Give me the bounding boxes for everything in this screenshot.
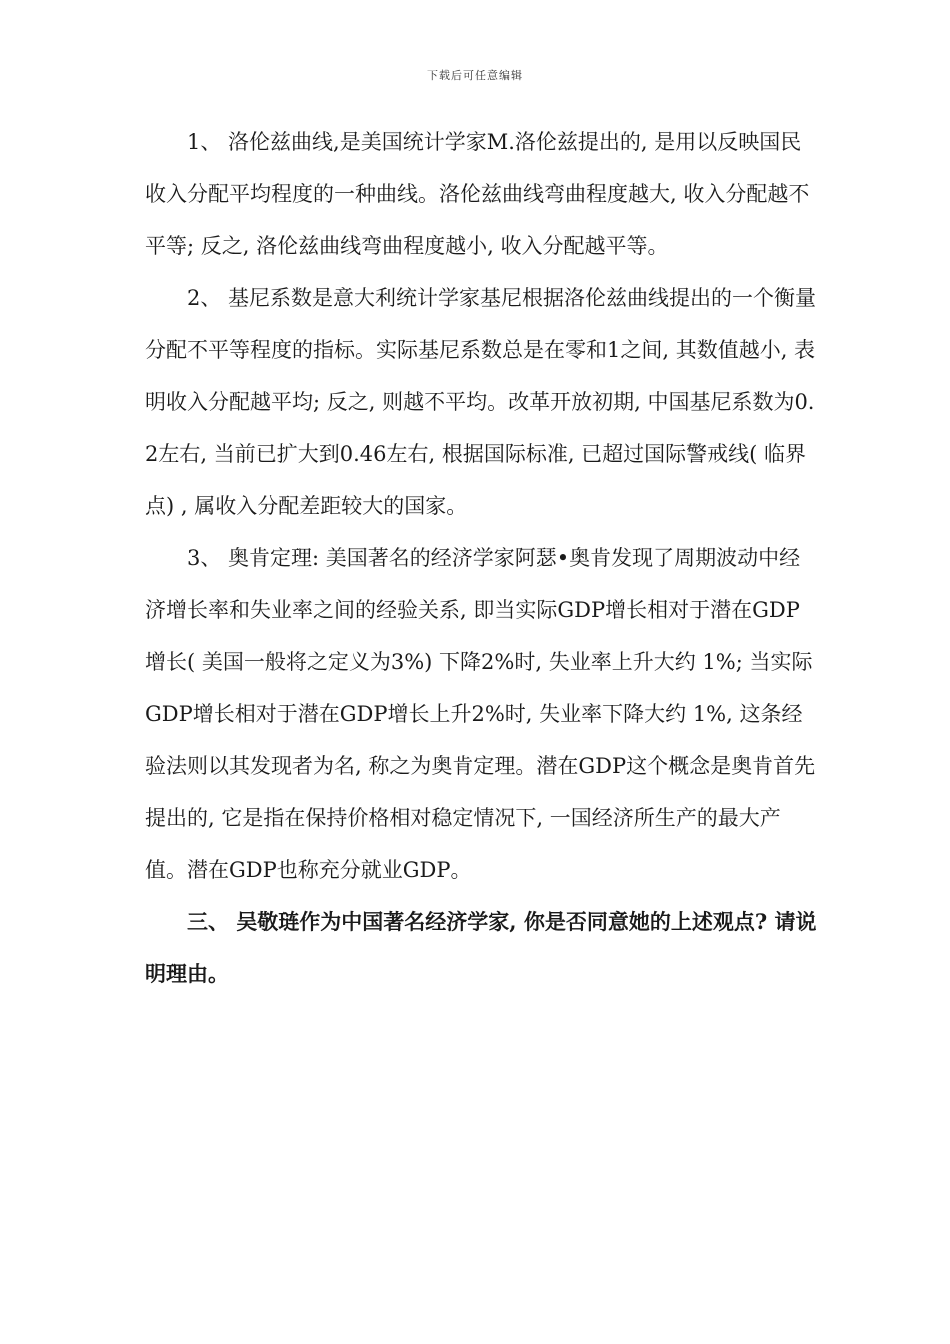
paragraph-okuns-law: 3、 奥肯定理: 美国著名的经济学家阿瑟•奥肯发现了周期波动中经济增长率和失业率之间的经验关系, 即当实际GDP增长相对于潜在GDP增长( 美国一般将之定义为3%) 下降2%时, 失业率上升大约 1%; 当实际GDP增长相对于潜在GDP增长上升2%时, 失业率下降大约 1%, 这条经验法则以其发现者为名, 称之为奥肯定理。潜在GDP这个概念是奥肯首先提出的, 它是指在保持价格相对稳定情况下, 一国经济所生产的最大产值。潜在GDP也称充分就业GDP。 [145,546,816,882]
document-body [145,116,820,1000]
paragraph-gini-coefficient: 2、 基尼系数是意大利统计学家基尼根据洛伦兹曲线提出的一个衡量分配不平等程度的指标。实际基尼系数总是在零和1之间, 其数值越小, 表明收入分配越平均; 反之, 则越不平均。改革开放初期, 中国基尼系数为0.2左右, 当前已扩大到0.46左右, 根据国际标准, 已超过国际警戒线( 临界点) , 属收入分配差距较大的国家。 [145,286,817,518]
question-heading: 三、 吴敬琏作为中国著名经济学家, 你是否同意她的上述观点? 请说明理由。 [145,909,817,986]
paragraph-lorenz-curve: 1、 洛伦兹曲线,是美国统计学家M.洛伦兹提出的, 是用以反映国民收入分配平均程度的一种曲线。洛伦兹曲线弯曲程度越大, 收入分配越不平等; 反之, 洛伦兹曲线弯曲程度越小, 收入分配越平等。 [145,130,810,258]
page-header: 下载后可任意编辑 [427,69,523,82]
